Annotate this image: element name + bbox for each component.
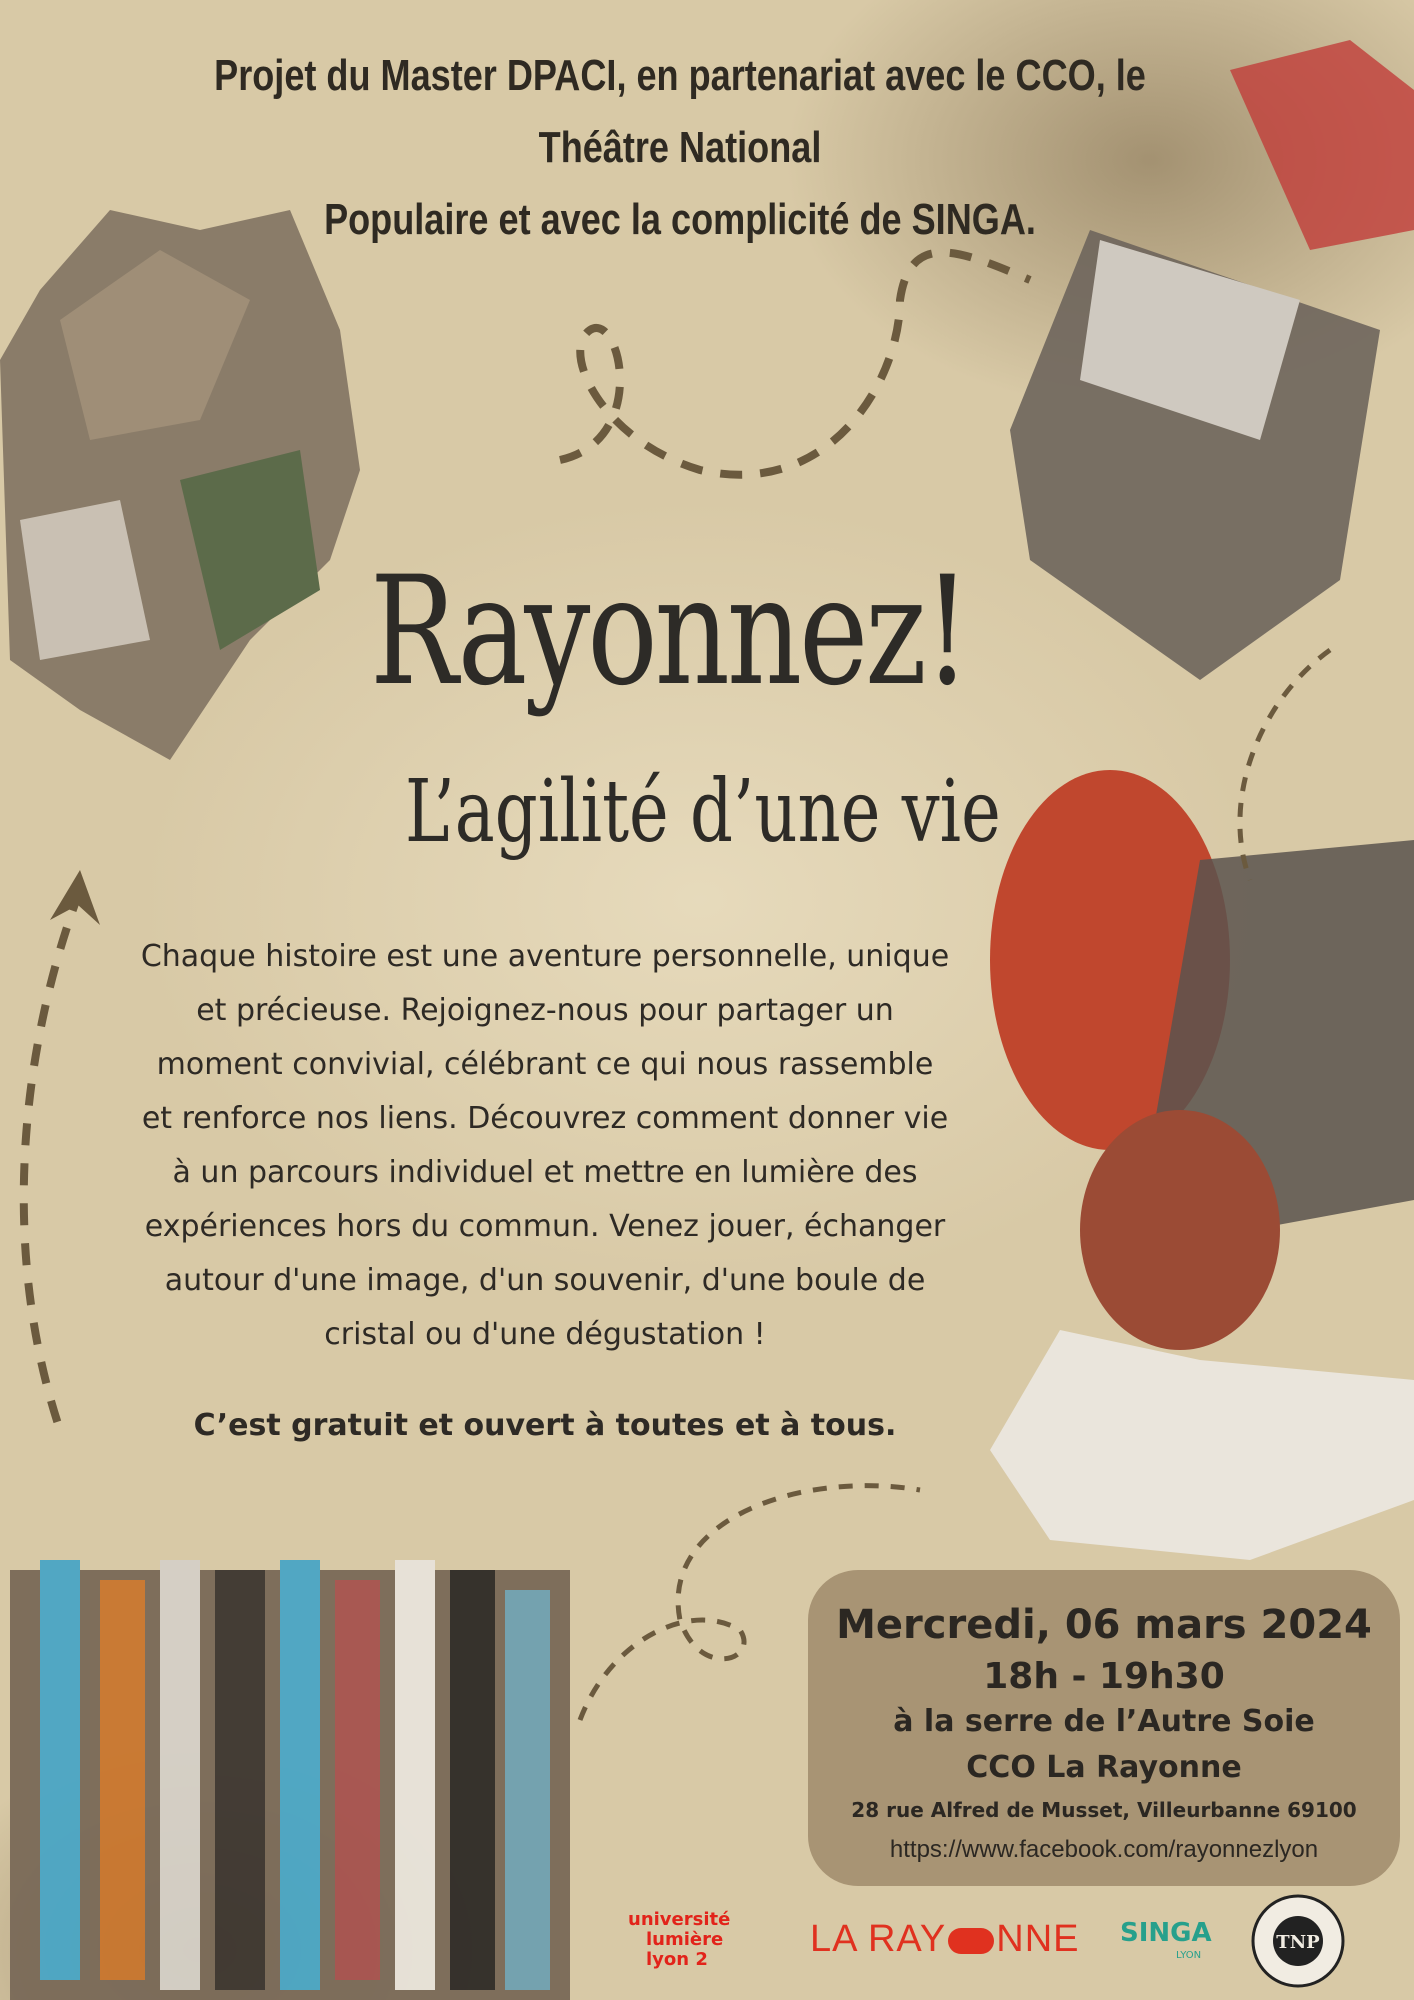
event-date: Mercredi, 06 mars 2024 xyxy=(836,1602,1372,1648)
collage-bottom-left xyxy=(10,1560,570,2000)
dashed-arrow xyxy=(560,253,1030,475)
description xyxy=(95,930,995,1362)
description-line: et renforce nos liens. Découvrez comment donner vie xyxy=(141,1101,949,1136)
event-place: à la serre de l’Autre Soie xyxy=(893,1704,1315,1739)
free-entry-note: C’est gratuit et ouvert à toutes et à tous. xyxy=(193,1408,897,1443)
description-line: autour d'une image, d'un souvenir, d'une boule de xyxy=(164,1263,926,1298)
header-line-1: Projet du Master DPACI, en partenariat avec le CCO, le Théâtre National xyxy=(214,51,1146,172)
newspaper-fan xyxy=(990,1330,1414,1560)
logo-text: LA RAY xyxy=(810,1918,947,1960)
logo-text: université xyxy=(628,1909,731,1930)
description-line: Chaque histoire est une aventure personnelle, unique xyxy=(140,939,950,974)
logo-text: NNE xyxy=(996,1918,1080,1960)
header xyxy=(204,40,1155,256)
description-line: à un parcours individuel et mettre en lumière des xyxy=(172,1155,918,1190)
dashed-arrow xyxy=(1240,650,1330,880)
description-line: moment convivial, célébrant ce qui nous rassemble xyxy=(156,1047,934,1082)
la-rayonne-logo xyxy=(810,1918,1080,1961)
description-line: expériences hors du commun. Venez jouer, échanger xyxy=(144,1209,946,1244)
dashed-arrow xyxy=(24,890,80,1430)
tnp-seal-icon xyxy=(1250,1893,1346,1989)
poster-title: Rayonnez! xyxy=(370,545,968,719)
universite-lyon2-logo xyxy=(628,1910,763,1970)
singa-logo-sub: LYON xyxy=(1176,1950,1202,1961)
poster-subtitle: L’agilité d’une vie xyxy=(405,762,1001,862)
event-venue: CCO La Rayonne xyxy=(966,1750,1242,1785)
sun-icon xyxy=(948,1928,994,1954)
logo-text: lyon 2 xyxy=(646,1949,708,1970)
description-line: et précieuse. Rejoignez-nous pour partager un xyxy=(196,993,894,1028)
event-address: 28 rue Alfred de Musset, Villeurbanne 69100 xyxy=(851,1798,1357,1822)
logo-text: lumière xyxy=(646,1929,724,1950)
singa-logo: SINGA xyxy=(1120,1918,1212,1948)
description-line: cristal ou d'une dégustation ! xyxy=(324,1317,766,1352)
arrowhead xyxy=(50,870,100,925)
tnp-text: TNP xyxy=(1276,1932,1320,1953)
header-line-2: Populaire et avec la complicité de SINGA. xyxy=(324,195,1036,244)
tnp-logo xyxy=(1250,1893,1346,1989)
event-time: 18h - 19h30 xyxy=(983,1656,1225,1697)
event-link[interactable]: https://www.facebook.com/rayonnezlyon xyxy=(889,1836,1319,1863)
